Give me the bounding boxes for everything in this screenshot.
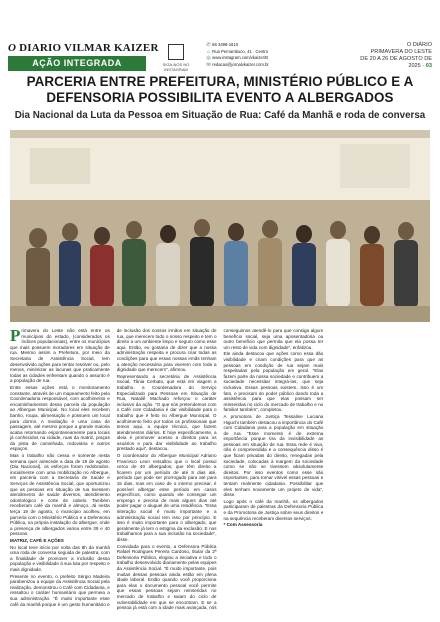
contact-web[interactable]: ◎ www.instagram.com/vkaizer/B bbox=[206, 55, 269, 61]
article-paragraph: Primavera do Leste não está entre os municípios do estado, (considerados os índices populacionais), entre os municípios que mais possuem moradores em situação de rua. Mesmo assim a Prefeitura, por meio da Secretaria de Assistência Social, tem desenvolvido ações para tentar resolver ou, pelo menos, minimizar as lacunas que praticamente todas as cidades enfrentam quando o assunto é a população de rua. bbox=[10, 326, 110, 384]
article-paragraph: No local teve início por volta das 8h da manhã uma roda de conversa seguida de palestra, com a finalidade de promover a inclusão dessa população e visibilidade à sua luta por respeito e mais dignidade. bbox=[10, 544, 110, 572]
qr-code-icon bbox=[168, 44, 184, 60]
article-paragraph: O coordenador do Albergue Municipal Adriano Francisco Leon ressaltou que o local possui cerca de 40 albergados, que têm direito a ficarem por um período de até 8 dias até, período que pode ser prorrogado para até para 15 dias, mas em caso de o interno precisar, é possível albergar esse período em casos específicos, como quando ele conseguir um emprego e precisa de mais alguns dias até poder pagar o aluguel de uma residência. “Essa interação social é muito importante e a administração social tem isso por princípio. E isso é muito importante para o albergado, que geralmente já tem o estigma da exclusão. E nos trabalhamos para a sua inclusão na sociedade”, disse. bbox=[116, 453, 217, 542]
article-paragraph: Representando a secretária de Assistência Social, Tânia Cerbato, que está em viagem a trabalho, a Coordenadora do Serviço Especializado para Pessoas em Situação de Rua, Nataliê Machado reforçou o caráter inclusivo da ação. “O que nós pretendemos com o Café com Cidadania é dar visibilidade para o trabalho que é feito no Albergue Municipal. O acolhimento feito por todos os profissionais que temos aqui, a equipe técnica, que fazem atendimentos diários. E hoje especificamente, a ideia é promover acesso a direitos para os usuários e para dar visibilidade ao trabalho prestado aqui”, destacou. bbox=[116, 373, 217, 452]
instagram-caption: SIGA-NOS NO INSTAGRAM bbox=[162, 62, 190, 72]
web-icon: ◎ bbox=[206, 55, 211, 61]
masthead bbox=[8, 42, 159, 70]
newspaper-logo[interactable]: O DIARIO VILMAR KAIZER bbox=[8, 42, 159, 54]
edition-info: O DIÁRIO PRIMAVERA DO LESTE DE 20 A 26 DE AGOSTO DE 2025 · 03 bbox=[360, 42, 432, 69]
event-photo-illustration bbox=[10, 130, 430, 322]
contact-phone: ✆ 66 3498-1610 bbox=[206, 42, 239, 48]
article-paragraph: Logo após o café da manhã, os albergados participaram de palestras da Defensoria Pública e da Promotoria de Justiça sobre seus direitos e na sequência receberam diversos serviços. bbox=[223, 498, 324, 521]
mail-icon: ✉ bbox=[206, 61, 211, 68]
section-label: AÇÃO INTEGRADA bbox=[8, 56, 146, 71]
article-paragraph: Convidada para o evento, a Defensora Pública Rafael Rodrigues Pereira Cardoso, titular da 2ª Defensoria Pública, elogiou a iniciativa e todo o trabalho desenvolvido diariamente pelas equipes da Assistência Social. “É muito importante, pois muitas dessas pessoas ainda estão em plena idade laboral. Então quando você proporciona para elas o documento pessoal você permite que essas pessoas sejam reinseridas no mercado de trabalho e saiam do ciclo de vulnerabilidade em que se encontram. E se a pessoa já está com a idade mais avançada, nós conseguimos atendê-lo para que consiga algum benefício social, seja uma aposentadoria ou outro benefício que permita que ela possa ter um resto de vida com dignidade”, enfatizou. bbox=[116, 328, 324, 611]
contact-list bbox=[206, 42, 316, 68]
page-number: 03 bbox=[425, 63, 432, 69]
phone-icon: ✆ bbox=[206, 42, 211, 48]
article-paragraph: Mas o trabalho não cessa e somente nesta semana quer antecede a data de 19 de agosto (Dia Nacional), os esforços foram redobrados, inicialmente com uma mobilização no Albergue, em parceria com a Secretaria de Saúde e Serviços de Assistência Social, que oportunizou que as pessoas em situação de rua tivessem atendimento de saúde diversos, atendimento odontológico e corte de cabelo. Também receberam café da manhã e almoço. Já nesta terça 19 de agosto, o município acolheu, em parceria com o Ministério Público e a Defensoria Pública, na própria instalação do albergue, onde a presença de albergados variou entre 39 e 40 pessoas. bbox=[10, 453, 110, 537]
article-paragraph: Ele ainda destacou que ações como essa dão visibilidade e criam condições para que as pessoas em condição de rua sejam mais respeitadas pela população em geral. “Elas fazem parte da nossa sociedade e contribuem a sociedade necessitar integrá-las, que seja inclusiva. Essas pessoas existem, isso é um fato, e precisam do poder público dando toda a assistência para que elas possam ser reinseridas no ciclo do mercado de trabalho e no familiar também”, completou. bbox=[223, 351, 324, 413]
drop-cap: P bbox=[10, 326, 21, 345]
event-photo bbox=[10, 130, 430, 322]
article-credit: * Com Assessoria bbox=[223, 522, 263, 528]
article-paragraph: Presente no evento, o prefeito Sérgio Madeira parabenizou a equipe da Assistência Social pela realização, demonstrou o Café com Cidadania, e ressaltou o caráter humanitário que permeia a sua administração. “É muito importante esse café da manhã porque é um gesto humanitário e de inclusão dos nossos irmãos em situação de rua, que merecem todo o nosso respeito e tem o direito a um ambiente limpo e seguro como esse aqui. Então, eu gostaria de dizer que a nossa administração respeita e procura criar todas as condições para que essas nossas irmãs tenham a atenção necessária para viverem com toda a dignidade que merecem”, afirmou. bbox=[10, 328, 217, 607]
location-icon: ⌂ bbox=[206, 48, 211, 55]
contact-address: ⌂ Rua Pernambuco, 41 · Centro bbox=[206, 48, 269, 55]
article-body bbox=[10, 328, 430, 612]
article-paragraph: Entre essas ações está o monitoramento constante, através de um mapeamento feito pela Coordenadoria responsável, com acolhimento e encaminhamentos dessa parcela da população ao Albergue Municipal. No local eles recebem banho, roupa, alimentação e possuem um local para dormir. A mediação é uma casa de passagem, até mesmo porque a grande maioria acaba retornando espontaneamente para locais já conhecidos na cidade, ruas da matriz, praças da pista de caminhada, rodoviária e outros espaços. bbox=[10, 384, 110, 452]
article-subheadline: Dia Nacional da Luta da Pessoa em Situação de Rua: Café da Manhã e roda de conversa bbox=[14, 110, 426, 121]
article-headline: PARCERIA ENTRE PREFEITURA, MINISTÉRIO PÚBLICO E A DEFENSORIA POSSIBILITA EVENTO A ALBERGADOS bbox=[26, 74, 414, 105]
contact-email[interactable]: ✉ redacao@jornalvkaizer.com.br bbox=[206, 61, 269, 68]
article-paragraph: A promotora de Justiça Tessaline Luciana Higuchi também destacou a importância do Café com Cidadania para a população em situação de rua. “Esse momento é de extrema importância porque tira da invisibilidade as pessoas em situação de rua. Essa rede é viva, não é compreendida e a consequência disso é que ficam privadas do direito, renegadas pela sociedade, colocadas à margem da sociedade como se não se tivessem absolutamente direitos. Por isso eventos como esse são importantes, para tornar visível essas pessoas e tentam realmente cidadania. Possibilitar que eles tenham novamente um projeto de vida”, disse. bbox=[223, 413, 324, 498]
instagram-qr[interactable] bbox=[152, 44, 200, 72]
section-subtitle: MATRIZ, CAFÉ E AÇÕES bbox=[10, 537, 64, 543]
